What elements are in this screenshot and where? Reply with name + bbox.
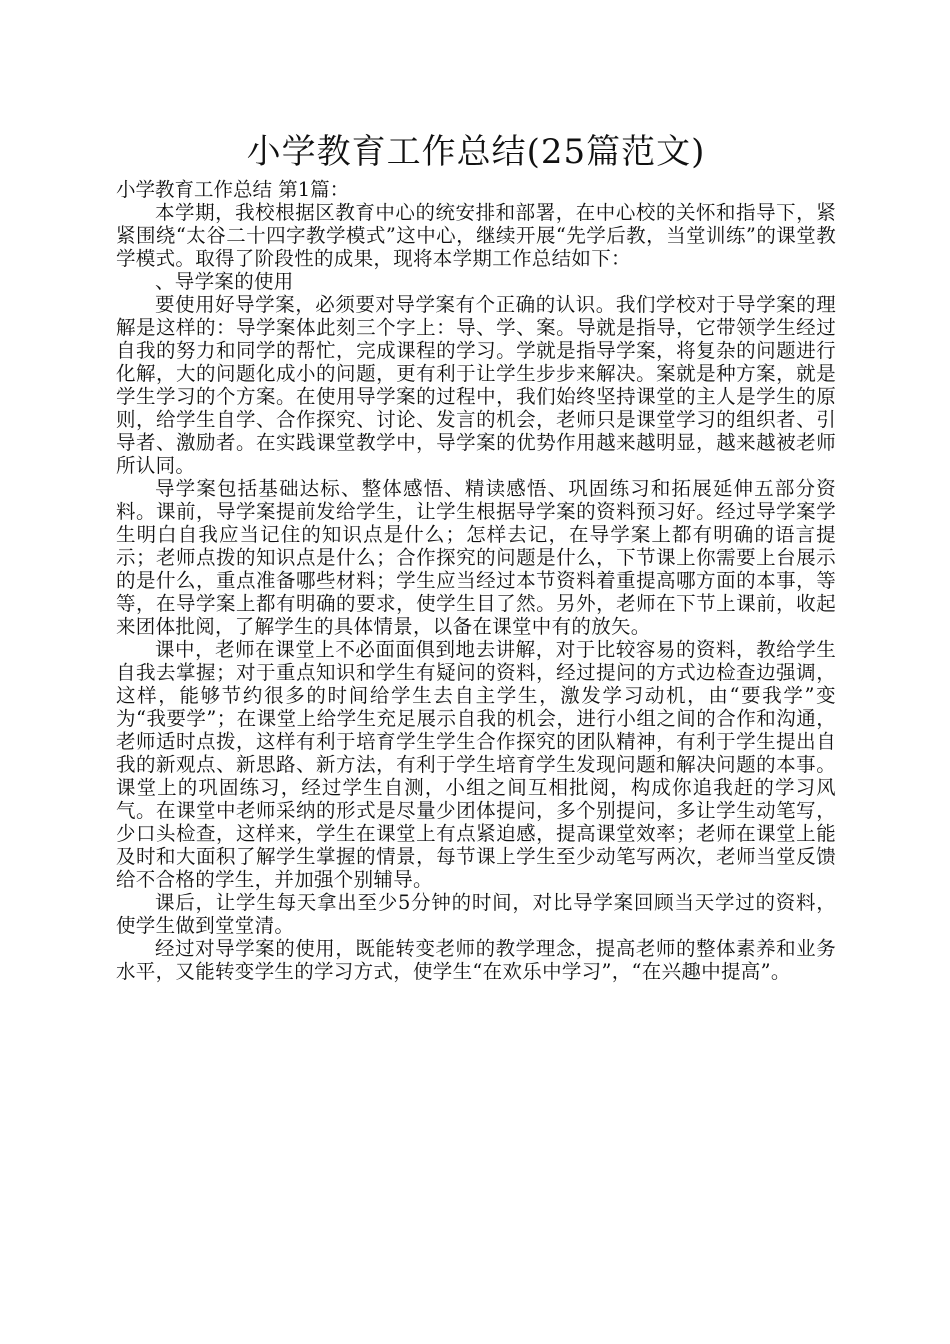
paragraph-conclusion: 经过对导学案的使用，既能转变老师的教学理念，提高老师的整体素养和业务水平，又能转变学生的学习方式，使学生“在欢乐中学习”，“在兴趣中提高”。 <box>116 937 836 983</box>
document-title: 小学教育工作总结(25篇范文) <box>246 132 706 172</box>
section-heading: 小学教育工作总结 第1篇： <box>116 178 350 201</box>
paragraph-in-class: 课中，老师在课堂上不必面面俱到地去讲解，对于比较容易的资料，教给学生自我去掌握；对于重点知识和学生有疑问的资料，经过提问的方式边检查边强调，这样，能够节约很多的时间给学生去自主学生，激发学习动机，由“要我学”变为“我要学”；在课堂上给学生充足展示自我的机会，进行小组之间的合作和沟通，老师适时点拨，这样有利于培育学生学生合作探究的团队精神，有利于学生提出自我的新观点、新思路、新方法，有利于学生培育学生发现问题和解决问题的本事。课堂上的巩固练习，经过学生自测，小组之间互相批阅，构成你追我赶的学习风气。在课堂中老师采纳的形式是尽量少团体提问，多个别提问，多让学生动笔写，少口头检查，这样来，学生在课堂上有点紧迫感，提高课堂效率；老师在课堂上能及时和大面积了解学生掌握的情景，每节课上学生至少动笔写两次，老师当堂反馈给不合格的学生，并加强个别辅导。 <box>116 638 836 891</box>
paragraph-after-class: 课后，让学生每天拿出至少5分钟的时间，对比导学案回顾当天学过的资料，使学生做到堂堂清。 <box>116 891 836 937</box>
document-page <box>116 130 836 983</box>
paragraph-heading-guide: 、导学案的使用 <box>155 270 294 293</box>
paragraph-intro: 本学期，我校根据区教育中心的统安排和部署，在中心校的关怀和指导下，紧紧围绕“太谷二十四字教学模式”这中心，继续开展“先学后教，当堂训练”的课堂教学模式。取得了阶段性的成果，现将本学期工作总结如下： <box>116 201 836 270</box>
paragraph-before-class: 导学案包括基础达标、整体感悟、精读感悟、巩固练习和拓展延伸五部分资料。课前，导学案提前发给学生，让学生根据导学案的资料预习好。经过导学案学生明白自我应当记住的知识点是什么；怎样去记，在导学案上都有明确的语言提示；老师点拨的知识点是什么；合作探究的问题是什么，下节课上你需要上台展示的是什么，重点准备哪些材料；学生应当经过本节资料着重提高哪方面的本事，等等，在导学案上都有明确的要求，使学生目了然。另外，老师在下节上课前，收起来团体批阅，了解学生的具体情景，以备在课堂中有的放矢。 <box>116 477 836 638</box>
paragraph-understanding: 要使用好导学案，必须要对导学案有个正确的认识。我们学校对于导学案的理解是这样的：导学案体此刻三个字上：导、学、案。导就是指导，它带领学生经过自我的努力和同学的帮忙，完成课程的学习。学就是指导学案，将复杂的问题进行化解，大的问题化成小的问题，更有利于让学生步步来解决。案就是种方案，就是学生学习的个方案。在使用导学案的过程中，我们始终坚持课堂的主人是学生的原则，给学生自学、合作探究、讨论、发言的机会，老师只是课堂学习的组织者、引导者、激励者。在实践课堂教学中，导学案的优势作用越来越明显，越来越被老师所认同。 <box>116 293 836 477</box>
